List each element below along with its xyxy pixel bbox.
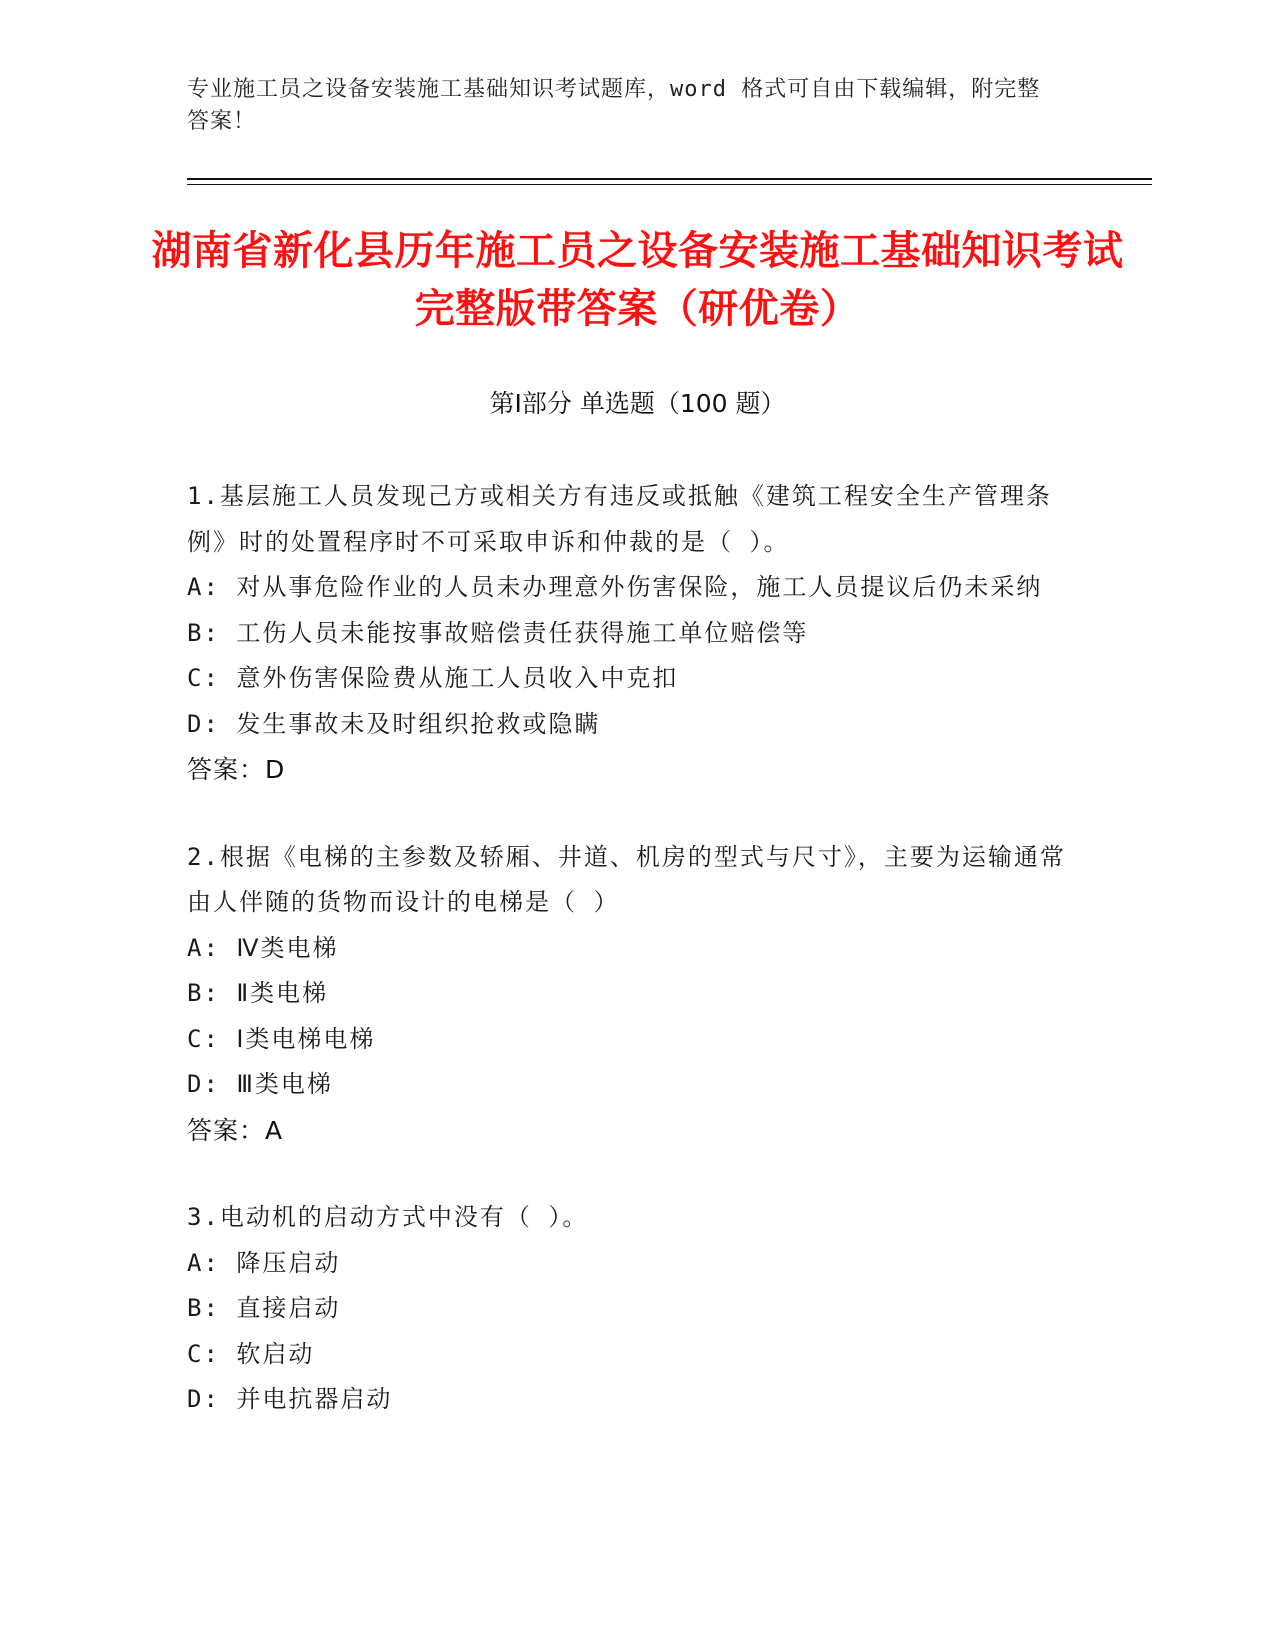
question-stem: 3.电动机的启动方式中没有（ ）。 [187,1203,589,1231]
section-heading: 第Ⅰ部分 单选题（100 题） [489,389,786,418]
option-b: B: 直接启动 [187,1294,341,1322]
option-c: C: 意外伤害保险费从施工人员收入中克扣 [187,664,679,692]
question-stem: 1.基层施工人员发现己方或相关方有违反或抵触《建筑工程安全生产管理条例》时的处置程序时不可采取申诉和仲裁的是（ ）。 [187,482,1052,556]
option-b: B: Ⅱ类电梯 [187,979,329,1007]
header-divider-thin [187,184,1152,185]
option-a: A: 降压启动 [187,1248,341,1277]
question-1 [187,474,1087,793]
question-stem: 2.根据《电梯的主参数及轿厢、井道、机房的型式与尺寸》，主要为运输通常由人伴随的货物而设计的电梯是（ ） [187,842,1066,916]
option-a: A: 对从事危险作业的人员未办理意外伤害保险，施工人员提议后仍未采纳 [187,573,1043,601]
answer: 答案：A [187,1115,284,1145]
question-3 [187,1195,1087,1423]
option-c: C: 软启动 [187,1339,315,1368]
document-title: 湖南省新化县历年施工员之设备安装施工基础知识考试完整版带答案（研优卷） [151,228,1124,332]
option-d: D: 并电抗器启动 [187,1385,393,1413]
option-a: A: Ⅳ类电梯 [187,933,339,962]
header-note: 专业施工员之设备安装施工基础知识考试题库，word 格式可自由下载编辑，附完整答案！ [187,77,1041,134]
answer: 答案：D [187,755,286,784]
header-divider-thick [187,178,1152,180]
question-2 [187,835,1087,1154]
option-b: B: 工伤人员未能按事故赔偿责任获得施工单位赔偿等 [187,618,809,647]
option-c: C: Ⅰ类电梯电梯 [187,1024,376,1053]
question-list [187,474,1087,1465]
option-d: D: 发生事故未及时组织抢救或隐瞒 [187,709,601,738]
option-d: D: Ⅲ类电梯 [187,1070,333,1098]
